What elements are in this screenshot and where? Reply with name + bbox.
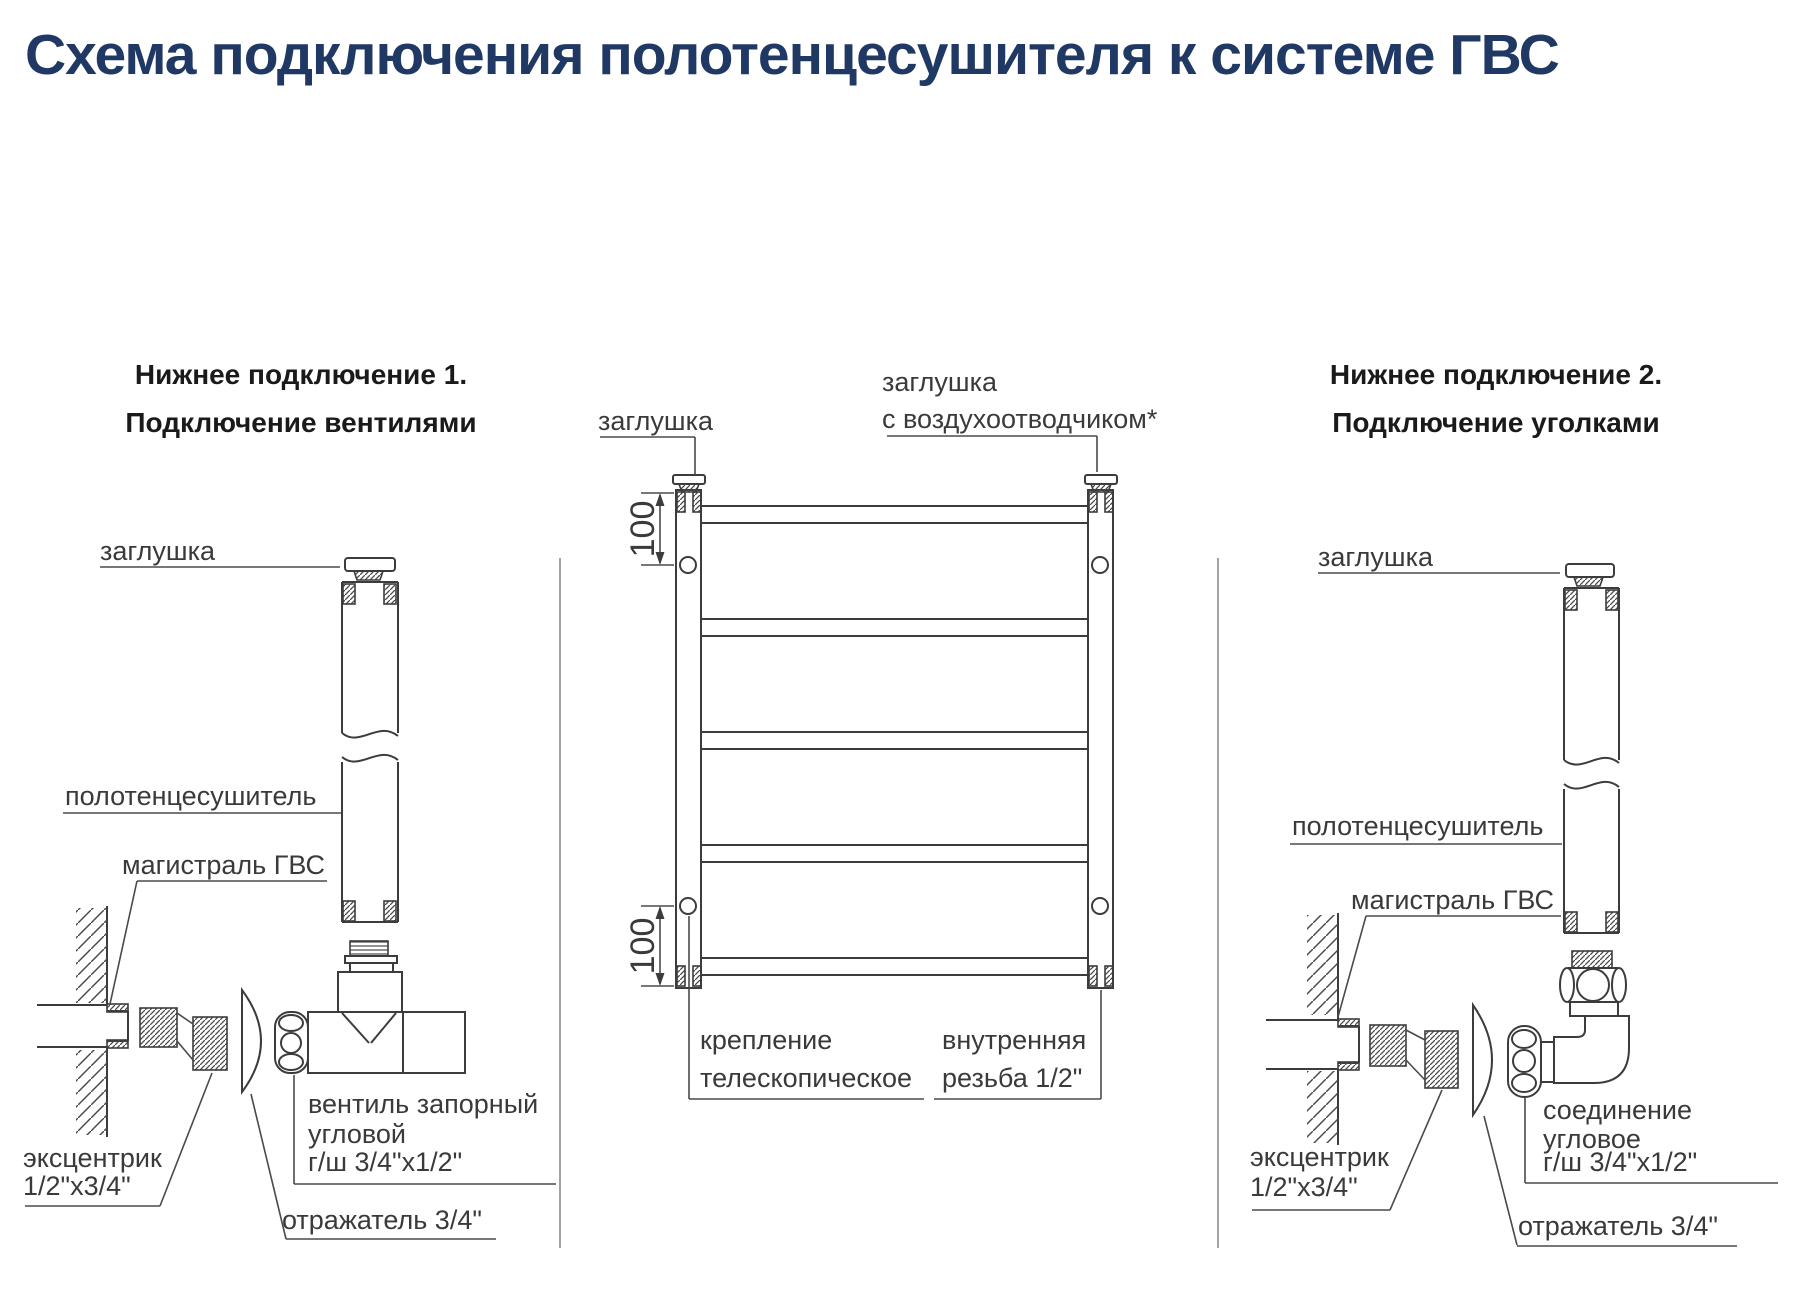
left-plug-cap: [345, 558, 395, 580]
dimension-top: [624, 493, 674, 565]
middle-mount-label-line2: телескопическое: [700, 1063, 913, 1093]
left-section-heading-line1: Нижнее подключение 1.: [134, 359, 468, 390]
middle-plug-label: заглушка: [598, 406, 713, 436]
right-section-heading-line1: Нижнее подключение 2.: [1329, 359, 1663, 390]
right-wall: [1307, 913, 1338, 1145]
left-reflector-label: отражатель 3/4": [282, 1205, 482, 1235]
middle-diagram: [600, 436, 1117, 1099]
left-rail-pipe: [342, 582, 398, 922]
rail-caps: [673, 475, 1117, 492]
middle-mount-label-line1: крепление: [700, 1025, 833, 1055]
left-main-label: магистраль ГВС: [122, 850, 325, 880]
right-corner-label-line1: соединение: [1543, 1095, 1693, 1125]
left-wall: [76, 906, 107, 1137]
right-corner-label-line3: г/ш 3/4"x1/2": [1543, 1147, 1698, 1177]
left-angle-valve: [275, 941, 465, 1073]
left-valve-label-line2: угловой: [308, 1119, 406, 1149]
right-eccentric: [1370, 1025, 1458, 1088]
left-section-heading-line2: Подключение вентилями: [125, 407, 477, 438]
left-eccentric-label-line2: 1/2"x3/4": [23, 1171, 131, 1201]
dimension-bottom: [624, 906, 674, 986]
dim-top-value: 100: [624, 500, 662, 558]
middle-airplug-label-line2: с воздухоотводчиком*: [882, 404, 1158, 434]
middle-thread-label-line2: резьба 1/2": [942, 1063, 1083, 1093]
right-corner-union: [1508, 951, 1629, 1097]
page-title: Схема подключения полотенцесушителя к системе ГВС: [25, 23, 1559, 87]
left-leaders: [25, 567, 556, 1239]
right-plug-label: заглушка: [1318, 542, 1433, 572]
right-supply-pipe: [1266, 1019, 1359, 1070]
dim-bottom-value: 100: [624, 917, 662, 975]
middle-thread-label-line1: внутренняя: [942, 1025, 1087, 1055]
right-eccentric-label-line1: эксцентрик: [1250, 1142, 1389, 1172]
right-reflector: [1473, 1005, 1492, 1115]
right-eccentric-label-line2: 1/2"x3/4": [1250, 1172, 1358, 1202]
left-reflector: [242, 990, 261, 1092]
left-diagram: [25, 558, 556, 1239]
right-rail-pipe: [1564, 588, 1619, 933]
left-supply-pipe: [37, 1004, 128, 1048]
rail-rungs: [701, 506, 1088, 975]
left-valve-label-line1: вентиль запорный: [308, 1089, 539, 1119]
section-dividers: [560, 558, 1218, 1248]
left-rail-label: полотенцесушитель: [65, 781, 317, 811]
right-section-heading-line2: Подключение уголками: [1332, 407, 1660, 438]
left-eccentric: [140, 1008, 227, 1070]
right-plug-cap: [1566, 564, 1614, 586]
left-eccentric-label-line1: эксцентрик: [23, 1143, 162, 1173]
left-plug-label: заглушка: [100, 536, 215, 566]
right-corner-label-line2: угловое: [1543, 1124, 1641, 1154]
left-valve-label-line3: г/ш 3/4"x1/2": [308, 1147, 463, 1177]
right-reflector-label: отражатель 3/4": [1518, 1211, 1718, 1241]
right-main-label: магистраль ГВС: [1351, 885, 1554, 915]
middle-airplug-label-line1: заглушка: [882, 367, 997, 397]
right-rail-label: полотенцесушитель: [1292, 811, 1544, 841]
